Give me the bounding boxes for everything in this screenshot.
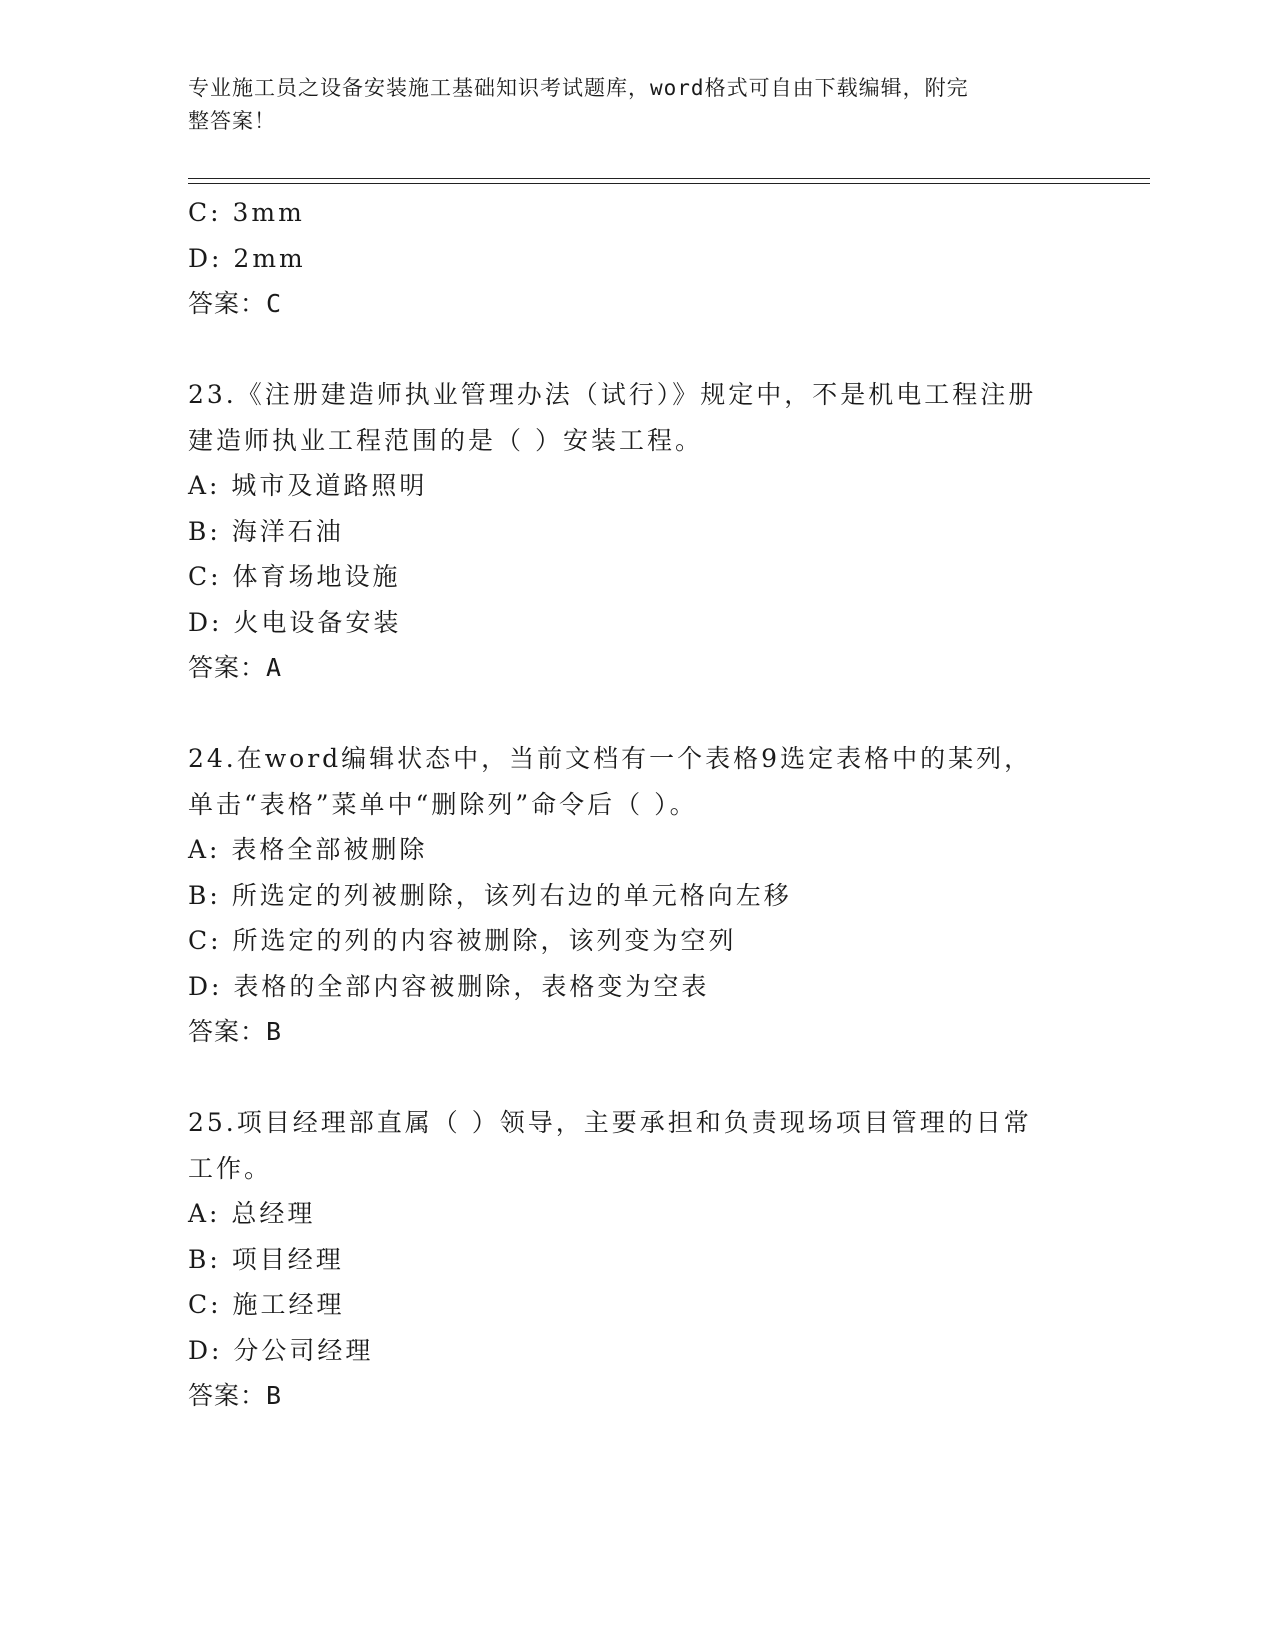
answer-line: 答案：A [188, 653, 283, 682]
header-line-2: 整答案！ [188, 109, 276, 133]
header-rule-top [188, 178, 1150, 179]
option-a: A: 城市及道路照明 [188, 471, 428, 500]
question-stem-line: 24.在word编辑状态中，当前文档有一个表格9选定表格中的某列， [188, 744, 1033, 773]
question-body [188, 190, 1088, 1419]
spacer [188, 1055, 1088, 1101]
question-stem-line: 建造师执业工程范围的是（ ）安装工程。 [188, 425, 703, 455]
option-a: A: 总经理 [188, 1199, 316, 1228]
option-b: B: 海洋石油 [188, 516, 344, 546]
option-b: B: 所选定的列被删除，该列右边的单元格向左移 [188, 880, 792, 910]
option-b: B: 项目经理 [188, 1244, 344, 1274]
answer-line: 答案：C [188, 289, 283, 318]
prev-question-tail [188, 190, 1088, 327]
option-c: C: 所选定的列的内容被删除，该列变为空列 [188, 926, 737, 955]
option-c: C: 体育场地设施 [188, 562, 401, 591]
answer-line: 答案：B [188, 1017, 283, 1046]
question-stem-line: 工作。 [188, 1153, 273, 1183]
option-d: D: 表格的全部内容被删除，表格变为空表 [188, 971, 710, 1001]
spacer [188, 691, 1088, 737]
question-stem-line: 25.项目经理部直属（ ）领导，主要承担和负责现场项目管理的日常 [188, 1108, 1032, 1137]
option-d: D: 火电设备安装 [188, 607, 402, 637]
option-d: D: 分公司经理 [188, 1335, 374, 1365]
option-c: C: 施工经理 [188, 1290, 345, 1319]
question-stem-line: 23.《注册建造师执业管理办法（试行）》规定中，不是机电工程注册 [188, 380, 1037, 409]
header-rule-bottom [188, 183, 1150, 184]
question-stem-line: 单击“表格”菜单中“删除列”命令后（ ）。 [188, 789, 698, 819]
header-line-1: 专业施工员之设备安装施工基础知识考试题库，word格式可自由下载编辑，附完 [188, 76, 969, 100]
question-25 [188, 1100, 1088, 1419]
document-header [188, 72, 1068, 138]
option-d: D: 2mm [188, 243, 306, 273]
option-a: A: 表格全部被删除 [188, 835, 428, 864]
option-c: C: 3mm [188, 198, 305, 227]
answer-line: 答案：B [188, 1381, 283, 1410]
question-23 [188, 372, 1088, 691]
question-24 [188, 736, 1088, 1055]
spacer [188, 327, 1088, 373]
